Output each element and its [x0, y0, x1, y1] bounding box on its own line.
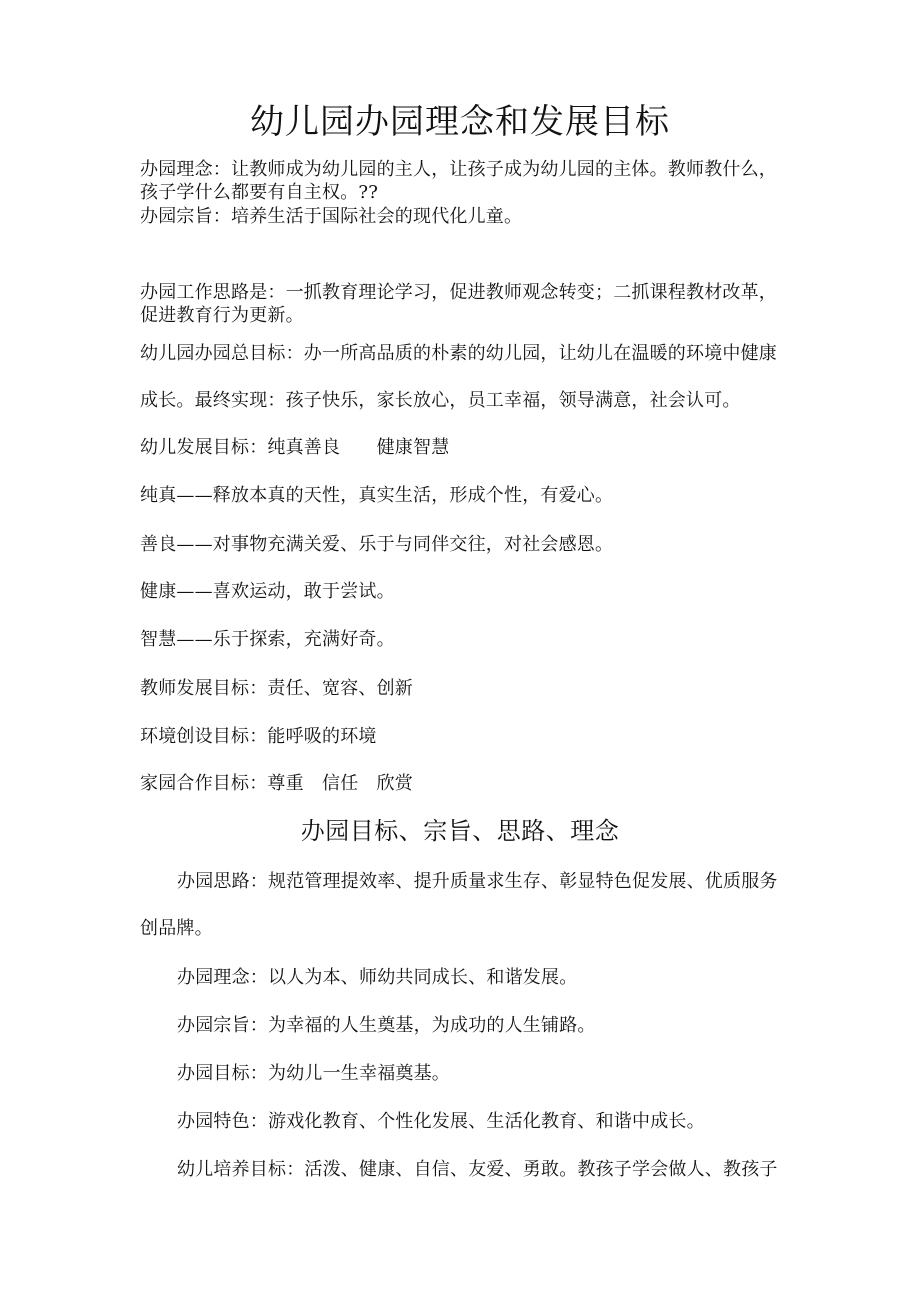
purpose-item: 办园宗旨：为幸福的人生奠基，为成功的人生铺路。 [177, 1015, 596, 1036]
purpose-paragraph: 办园宗旨：培养生活于国际社会的现代化儿童。 [140, 206, 523, 227]
overall-goal-line-1: 幼儿园办园总目标：办一所高品质的朴素的幼儿园，让幼儿在温暖的环境中健康 [140, 343, 777, 364]
work-approach-line-1: 办园工作思路是：一抓教育理论学习，促进教师观念转变；二抓课程教材改革， [140, 282, 777, 303]
goal-kindness: 善良——对事物充满关爱、乐于与同伴交往，对社会感恩。 [140, 534, 614, 555]
environment-goal: 环境创设目标：能呼吸的环境 [140, 726, 377, 747]
approach-line-1: 办园思路：规范管理提效率、提升质量求生存、彰显特色促发展、优质服务 [177, 871, 778, 892]
child-goal-heading: 幼儿发展目标：纯真善良 健康智慧 [140, 437, 450, 458]
philosophy-item: 办园理念：以人为本、师幼共同成长、和谐发展。 [177, 967, 578, 988]
feature-item: 办园特色：游戏化教育、个性化发展、生活化教育、和谐中成长。 [177, 1111, 705, 1132]
goal-innocence: 纯真——释放本真的天性，真实生活，形成个性，有爱心。 [140, 485, 614, 506]
document-title: 幼儿园办园理念和发展目标 [250, 102, 670, 142]
overall-goal-line-2: 成长。最终实现：孩子快乐，家长放心，员工幸福，领导满意，社会认可。 [140, 390, 741, 411]
goal-wisdom: 智慧——乐于探索，充满好奇。 [140, 629, 395, 650]
section-subtitle: 办园目标、宗旨、思路、理念 [300, 817, 620, 845]
approach-line-2: 创品牌。 [140, 918, 213, 939]
philosophy-line-1: 办园理念：让教师成为幼儿园的主人，让孩子成为幼儿园的主体。教师教什么， [140, 159, 777, 180]
goal-health: 健康——喜欢运动，敢于尝试。 [140, 581, 395, 602]
goal-item: 办园目标：为幼儿一生幸福奠基。 [177, 1063, 450, 1084]
home-school-goal: 家园合作目标：尊重 信任 欣赏 [140, 773, 413, 794]
child-training-goal: 幼儿培养目标：活泼、健康、自信、友爱、勇敢。教孩子学会做人、教孩子 [177, 1159, 778, 1180]
teacher-goal: 教师发展目标：责任、宽容、创新 [140, 678, 413, 699]
work-approach-line-2: 促进教育行为更新。 [140, 305, 304, 326]
philosophy-line-2: 孩子学什么都要有自主权。?? [140, 182, 379, 203]
